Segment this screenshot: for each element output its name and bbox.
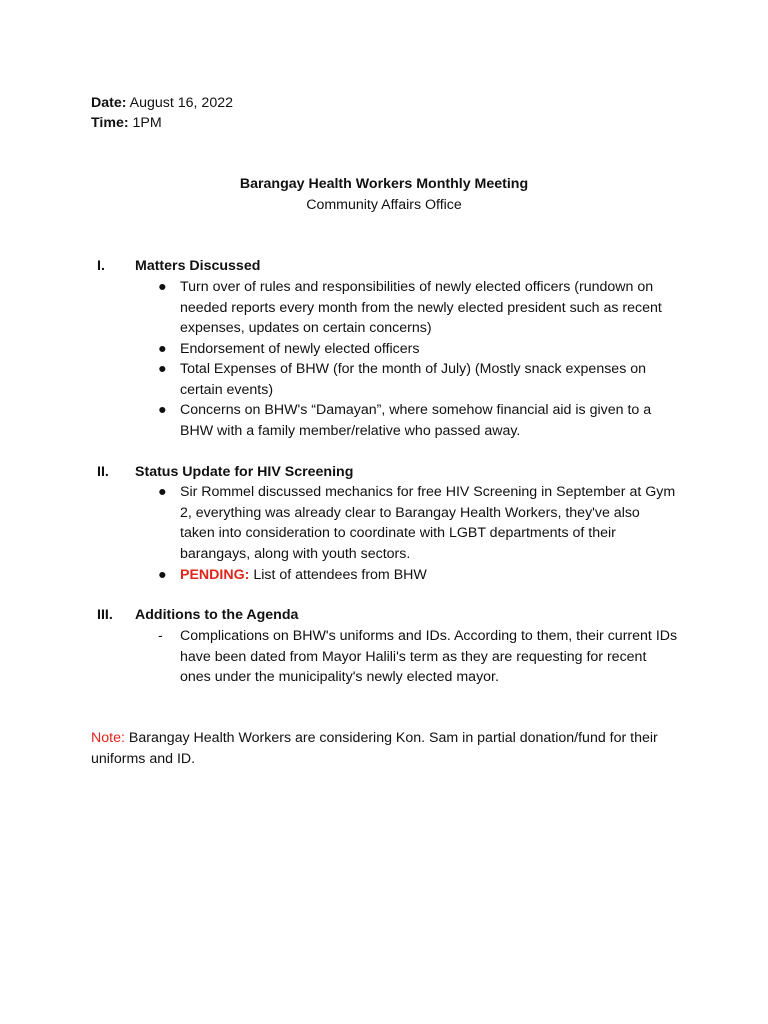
date-value: August 16, 2022 — [129, 95, 233, 111]
list-item — [158, 277, 678, 339]
dash-icon: - — [158, 628, 163, 644]
list-item-text: Complications on BHW's uniforms and IDs. According to them, their current IDs have been dated from Mayor Halili's term as they are requesting for recent ones under the municipality's newly elected mayor. — [180, 628, 678, 686]
meeting-title: Barangay Health Workers Monthly Meeting — [239, 176, 529, 192]
list-item — [158, 359, 678, 400]
bullet-icon: ● — [158, 279, 167, 295]
note-text: Barangay Health Workers are considering Kon. Sam in partial donation/fund for their uniforms and ID. — [91, 730, 658, 767]
list-item-text: Turn over of rules and responsibilities of newly elected officers (rundown on needed reports every month from the newly elected president such as recent expenses, updates on certain concerns) — [180, 279, 662, 337]
section-title: Additions to the Agenda — [135, 607, 299, 623]
note-paragraph — [91, 728, 691, 769]
section-title: Matters Discussed — [135, 258, 261, 274]
section-numeral: II. — [97, 464, 109, 480]
list-item-text — [180, 565, 678, 586]
section-numeral: III. — [97, 607, 113, 623]
time-label: Time: — [91, 115, 129, 131]
bullet-icon: ● — [158, 567, 167, 583]
note-label: Note: — [91, 730, 125, 746]
list-item-text: Sir Rommel discussed mechanics for free HIV Screening in September at Gym 2, everything was already clear to Barangay Health Workers, they've also taken into consideration to coordinate with LGBT departments of their barangays, along with youth sectors. — [180, 484, 676, 563]
list-item — [158, 400, 678, 441]
bullet-icon: ● — [158, 361, 167, 377]
date-line — [91, 93, 233, 113]
date-label: Date: — [91, 95, 127, 111]
pending-label: PENDING: — [180, 567, 250, 583]
list-item — [158, 565, 678, 586]
list-item — [158, 339, 678, 360]
time-value: 1PM — [132, 115, 162, 131]
list-item-text: Total Expenses of BHW (for the month of July) (Mostly snack expenses on certain events) — [180, 361, 647, 398]
section-title: Status Update for HIV Screening — [135, 464, 354, 480]
bullet-icon: ● — [158, 341, 167, 357]
list-item — [158, 626, 678, 688]
pending-text: List of attendees from BHW — [249, 567, 427, 583]
meeting-subtitle: Community Affairs Office — [306, 197, 462, 213]
bullet-icon: ● — [158, 484, 167, 500]
list-item — [158, 482, 678, 565]
list-item-text: Concerns on BHW's “Damayan”, where somehow financial aid is given to a BHW with a family member/relative who passed away. — [180, 402, 652, 439]
bullet-icon: ● — [158, 402, 167, 418]
list-item-text: Endorsement of newly elected officers — [180, 341, 420, 357]
section-numeral: I. — [97, 258, 105, 274]
time-line — [91, 113, 162, 133]
